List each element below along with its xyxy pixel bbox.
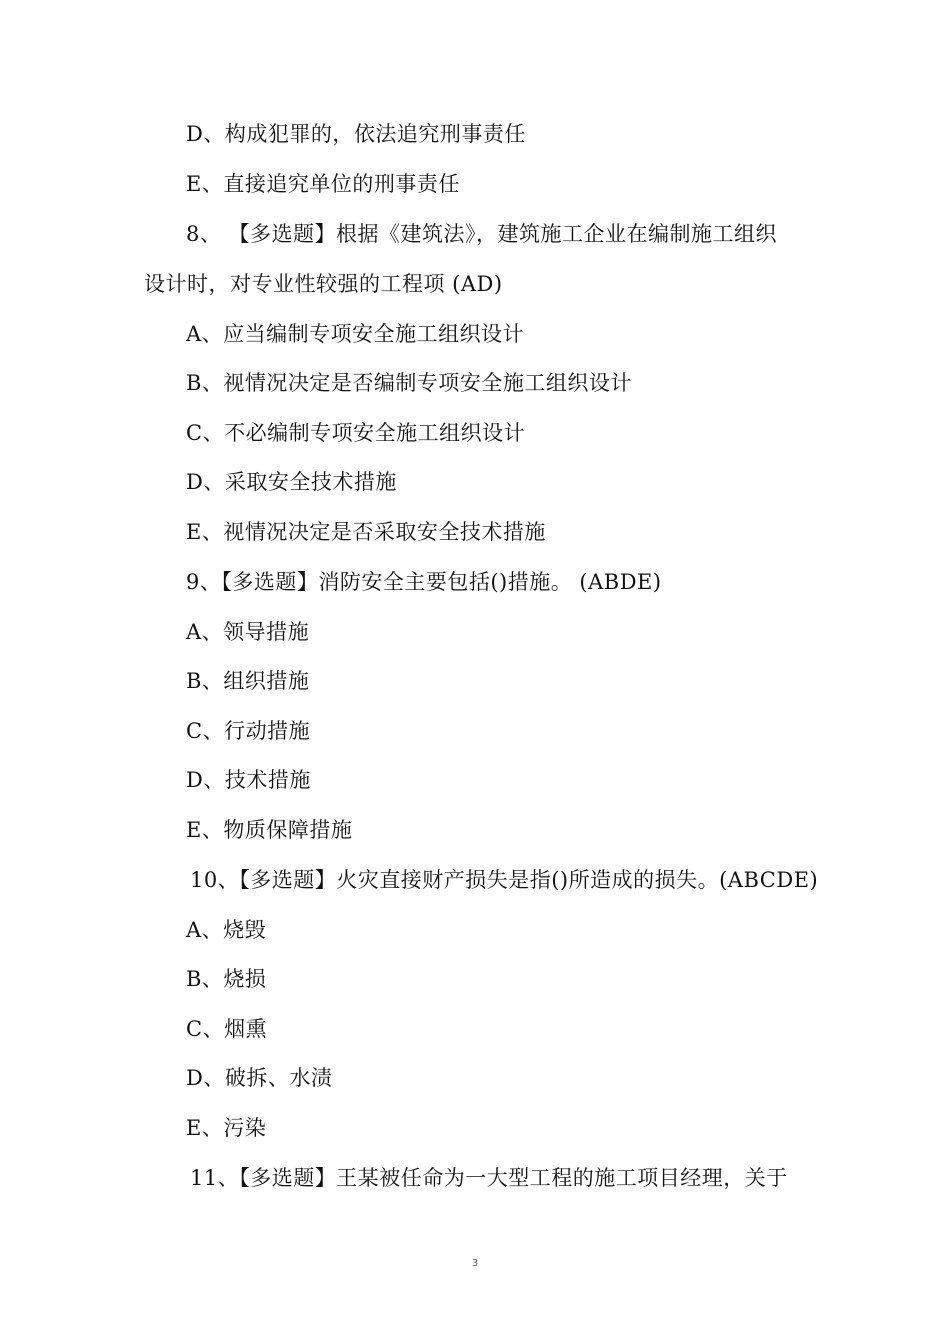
question-text-continued: 设计时，对专业性较强的工程项 (AD) [144, 272, 503, 296]
option-text: A、应当编制专项安全施工组织设计 [186, 322, 525, 346]
option-text: C、行动措施 [186, 719, 311, 743]
option-text: E、物质保障措施 [186, 818, 353, 842]
option-text: D、技术措施 [186, 768, 311, 792]
question-text: 9、【多选题】消防安全主要包括()措施。 (ABDE) [186, 570, 662, 594]
question-text: 11、【多选题】王某被任命为一大型工程的施工项目经理，关于 [190, 1166, 788, 1190]
question-text: 10、【多选题】火灾直接财产损失是指()所造成的损失。(ABCDE) [190, 868, 819, 892]
option-text: C、烟熏 [186, 1017, 268, 1041]
option-text: A、烧毁 [186, 918, 267, 942]
question-text: 8、 【多选题】根据《建筑法》，建筑施工企业在编制施工组织 [186, 222, 778, 246]
option-text: D、破拆、水渍 [186, 1066, 333, 1090]
option-text: D、采取安全技术措施 [186, 470, 397, 494]
option-text: A、领导措施 [186, 620, 310, 644]
page-number: 3 [471, 1258, 479, 1269]
option-text: C、不必编制专项安全施工组织设计 [186, 421, 526, 445]
option-text: B、视情况决定是否编制专项安全施工组织设计 [186, 371, 632, 395]
option-text: D、构成犯罪的，依法追究刑事责任 [186, 122, 526, 146]
option-text: E、视情况决定是否采取安全技术措施 [186, 520, 546, 544]
option-text: E、污染 [186, 1116, 267, 1140]
option-text: E、直接追究单位的刑事责任 [186, 172, 460, 196]
option-text: B、烧损 [186, 967, 267, 991]
option-text: B、组织措施 [186, 669, 310, 693]
